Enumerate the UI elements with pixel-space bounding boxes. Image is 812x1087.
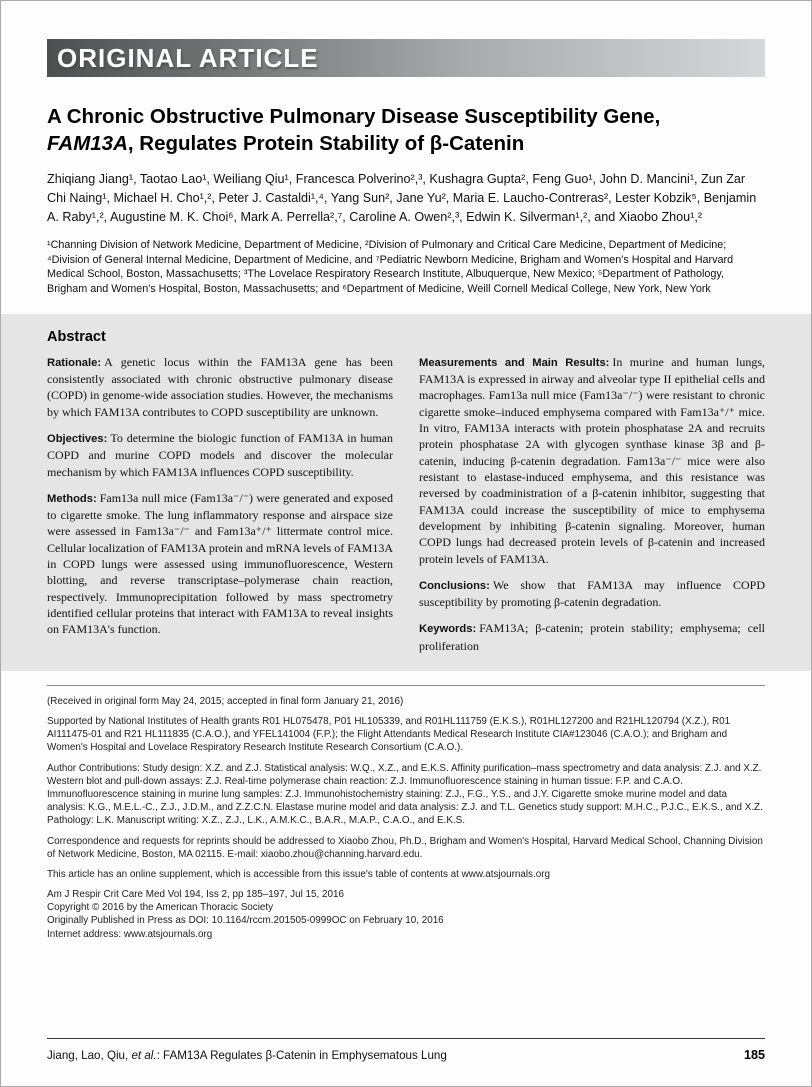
- article-type-banner: [47, 39, 765, 77]
- internet-address: Internet address: www.atsjournals.org: [47, 928, 213, 940]
- copyright-line: Copyright © 2016 by the American Thoracic Society: [47, 902, 274, 914]
- methods-paragraph: [47, 490, 393, 638]
- rationale-label: Rationale:: [47, 356, 102, 369]
- supplement-note: This article has an online supplement, which is accessible from this issue's table of contents at www.atsjournals.org: [47, 868, 551, 880]
- title-line1: A Chronic Obstructive Pulmonary Disease Susceptibility Gene,: [47, 105, 661, 128]
- journal-info: [47, 888, 765, 941]
- objectives-label: Objectives:: [47, 433, 108, 446]
- measurements-label: Measurements and Main Results:: [419, 356, 610, 369]
- correspondence-note: Correspondence and requests for reprints should be addressed to Xiaobo Zhou, Ph.D., Brigham and Women's Hospital, Harvard Medical School, Channing Division of Network Medicine, Boston, MA 02115. E-mail: xiaobo.zhou@channing.harvard.edu.: [47, 835, 763, 860]
- keywords-paragraph: [419, 620, 765, 654]
- author-list: Zhiqiang Jiang¹, Taotao Lao¹, Weiliang Qiu¹, Francesca Polverino²,³, Kushagra Gupta², Feng Guo¹, John D. Mancini¹, Zun Zar Chi Naing¹, Michael H. Cho¹,², Peter J. Castaldi¹,⁴, Yang Sun², Jane Yu², Maria E. Laucho-Contreras², Lester Kobzik⁵, Benjamin A. Raby¹,², Augustine M. K. Choi⁶, Mark A. Perrella²,⁷, Caroline A. Owen²,³, Edwin K. Silverman¹,², and Xiaobo Zhou¹,²: [47, 172, 757, 224]
- abstract-section: [1, 314, 811, 671]
- doi-line: Originally Published in Press as DOI: 10.1164/rccm.201505-0999OC on February 10, 2016: [47, 915, 444, 927]
- methods-label: Methods:: [47, 492, 97, 505]
- header-block: [1, 39, 811, 297]
- funding-note: Supported by National Institutes of Health grants R01 HL075478, P01 HL105339, and R01HL111759 (E.K.S.), R01HL127200 and R21HL120794 (X.Z.), R01 AI111475-01 and R21 HL111835 (C.A.O.), and YFEL141004 (F.P.); the Flight Attendants Medical Research Institute CIA#123046 (C.A.O.); and Brigham and Women's Hospital and Lovelace Respiratory Research Institute Research Consortium (C.A.O.).: [47, 716, 731, 754]
- keywords-label: Keywords:: [419, 623, 477, 636]
- measurements-text: In murine and human lungs, FAM13A is expressed in airway and alveolar type II epithelial cells and macrophages. Fam13a null mice (Fam13a⁻/⁻) were resistant to chronic cigarette smoke–induced emphysema compared with Fam13a⁺/⁺ mice. In vitro, FAM13A interacts with protein phosphatase 2A and recruits protein phosphatase 2A with glycogen synthase kinase 3β and β-catenin, inducing β-catenin degradation. Fam13a⁻/⁻ mice were also resistant to elastase-induced emphysema, and this resistance was reversed by coadministration of a β-catenin inhibitor, suggesting that FAM13A could increase the susceptibility of mice to emphysema development by inhibiting β-catenin signaling. Moreover, human COPD lungs had decreased protein levels of β-catenin and increased protein levels of FAM13A.: [419, 354, 765, 566]
- abstract-left-column: [47, 354, 393, 654]
- conclusions-text: We show that FAM13A may influence COPD susceptibility by promoting β-catenin degradation.: [419, 577, 765, 610]
- affiliations: ¹Channing Division of Network Medicine, Department of Medicine, ²Division of Pulmonary and Critical Care Medicine, Department of Medicine; ⁴Division of General Internal Medicine, Department of Medicine, and ⁷Pediatric Newborn Medicine, Brigham and Women's Hospital and Harvard Medical School, Boston, Massachusetts; ³The Lovelace Respiratory Research Institute, Albuquerque, New Mexico; ⁵Department of Pathology, Brigham and Women's Hospital, Boston, Massachusetts; and ⁶Department of Medicine, Weill Cornell Medical College, New York, New York: [47, 238, 734, 296]
- footer-authors: Jiang, Lao, Qiu,: [47, 1049, 132, 1062]
- footer-title: : FAM13A Regulates β-Catenin in Emphysematous Lung: [156, 1049, 447, 1062]
- page-number: 185: [743, 1048, 765, 1062]
- abstract-right-column: [419, 354, 765, 654]
- objectives-text: To determine the biologic function of FAM13A in human COPD and murine COPD models and discover the molecular mechanism by which FAM13A influences COPD susceptibility.: [47, 431, 393, 479]
- title-gene-name: FAM13A: [47, 132, 128, 156]
- conclusions-label: Conclusions:: [419, 579, 490, 592]
- footer-etal: et al.: [131, 1049, 157, 1062]
- article-title: [47, 103, 765, 157]
- conclusions-paragraph: [419, 577, 765, 611]
- rationale-paragraph: [47, 354, 393, 420]
- received-dates: (Received in original form May 24, 2015; accepted in final form January 21, 2016): [47, 695, 404, 707]
- abstract-columns: [47, 354, 765, 654]
- measurements-paragraph: [419, 354, 765, 567]
- page-footer: [47, 1038, 765, 1062]
- author-contributions: Author Contributions: Study design: X.Z. and Z.J. Statistical analysis: W.Q., X.Z., and E.K.S. Affinity purification–mass spectrometry and data analysis: Z.J. and X.Z. Western blot and pull-down assays: Z.J. Real-time polymerase chain reaction: Z.J. Immunofluorescence staining in human tissue: F.P. and C.A.O. Immunofluorescence staining in murine lung samples: Z.J. Immunohistochemistry staining: Z.J., F.G., Y.S., and J.Y. Cigarette smoke murine model and data analysis: K.G., M.E.L.-C., Z.J., J.D.M., and Z.Z.C.N. Elastase murine model and data analysis: Z.J. and T.L. Genetics study support: M.H.C., P.J.C., E.K.S., and X.Z. Pathology: L.K. Manuscript writing: X.Z., Z.J., L.K., A.M.K.C., B.A.R., M.A.P., C.A.O., and E.K.S.: [47, 762, 763, 827]
- methods-text: Fam13a null mice (Fam13a⁻/⁻) were generated and exposed to cigarette smoke. The lung inflammatory response and airspace size were assessed in Fam13a⁻/⁻ and Fam13a⁺/⁺ littermate control mice. Cellular localization of FAM13A protein and mRNA levels of FAM13A in COPD lungs were assessed using immunofluorescence, Western blotting, and reverse transcriptase–polymerase chain reaction, respectively. Immunoprecipitation followed by mass spectrometry identified cellular proteins that interact with FAM13A to reveal insights on FAM13A's function.: [47, 490, 393, 637]
- abstract-heading: Abstract: [47, 328, 106, 345]
- running-footer: [47, 1049, 447, 1062]
- article-type-label: ORIGINAL ARTICLE: [57, 42, 319, 73]
- keywords-text: FAM13A; β-catenin; protein stability; emphysema; cell proliferation: [419, 621, 765, 653]
- footnotes-section: [47, 685, 765, 941]
- title-line2: , Regulates Protein Stability of β-Catenin: [127, 132, 525, 156]
- objectives-paragraph: [47, 430, 393, 480]
- journal-citation: Am J Respir Crit Care Med Vol 194, Iss 2, pp 185–197, Jul 15, 2016: [47, 889, 344, 901]
- rationale-text: A genetic locus within the FAM13A gene has been consistently associated with chronic obstructive pulmonary disease (COPD) in genome-wide association studies. However, the mechanisms by which FAM13A contributes to COPD susceptibility are unknown.: [47, 354, 393, 419]
